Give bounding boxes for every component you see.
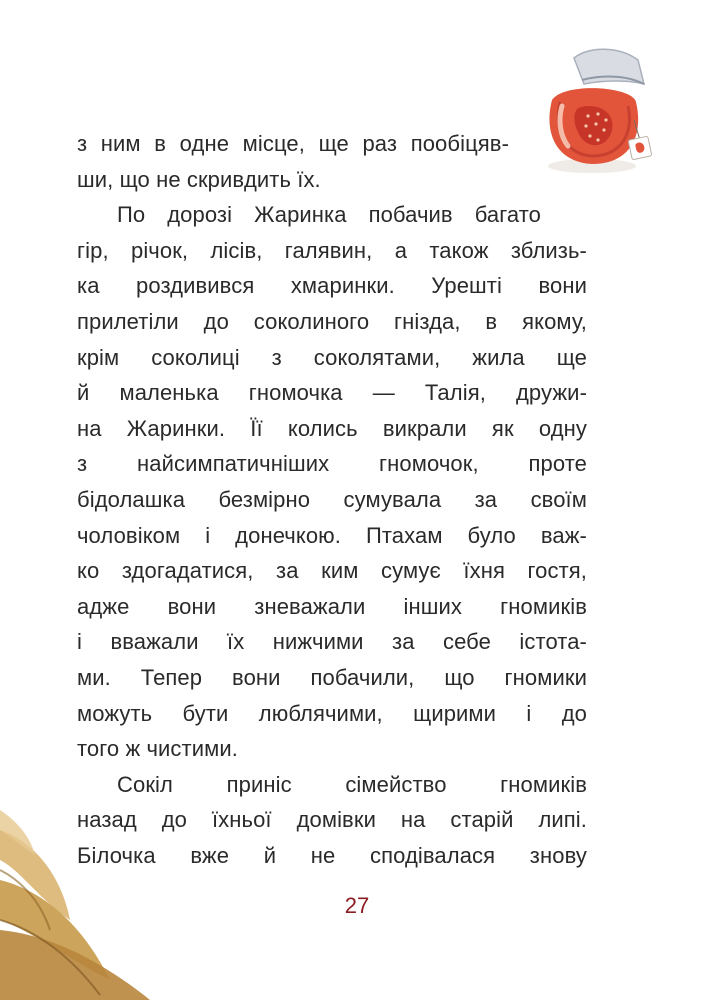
text-line: на Жаринки. Її колись викрали як одну (77, 415, 587, 441)
text-line: адже вони зневажали інших гномиків (77, 593, 587, 619)
text-line: По дорозі Жаринка побачив багато (117, 202, 541, 228)
text-line: чоловіком і донечкою. Птахам було важ- (77, 522, 587, 548)
text-line: з ним в одне місце, ще раз пообіцяв- (77, 131, 509, 156)
text-line: й маленька гномочка — Талія, дружи- (77, 380, 587, 406)
text-line: крім соколиці з соколятами, жила ще (77, 344, 587, 370)
text-line: гір, річок, лісів, галявин, а також зблизь- (77, 237, 587, 263)
text-line: і вважали їх нижчими за себе істота- (77, 629, 587, 655)
text-line: ши, що не скривдить їх. (77, 166, 321, 192)
text-line: ми. Тепер вони побачили, що гномики (77, 664, 587, 690)
story-text (77, 126, 587, 873)
text-line: Сокіл приніс сімейство гномиків (117, 771, 587, 797)
text-line: можуть бути люблячими, щирими і до (77, 700, 587, 726)
text-line: з найсимпатичніших гномочок, проте (77, 451, 587, 477)
text-line: назад до їхньої домівки на старій липі. (77, 807, 587, 833)
text-line: ка роздивився хмаринки. Урешті вони (77, 273, 587, 299)
text-line: Білочка вже й не сподівалася знову (77, 842, 587, 868)
text-line: ко здогадатися, за ким сумує їхня гостя, (77, 558, 587, 584)
text-line: того ж чистими. (77, 736, 238, 762)
text-line: бідолашка безмірно сумувала за своїм (77, 486, 587, 512)
text-line: прилетіли до соколиного гнізда, в якому, (77, 308, 587, 334)
page-number: 27 (344, 893, 370, 918)
